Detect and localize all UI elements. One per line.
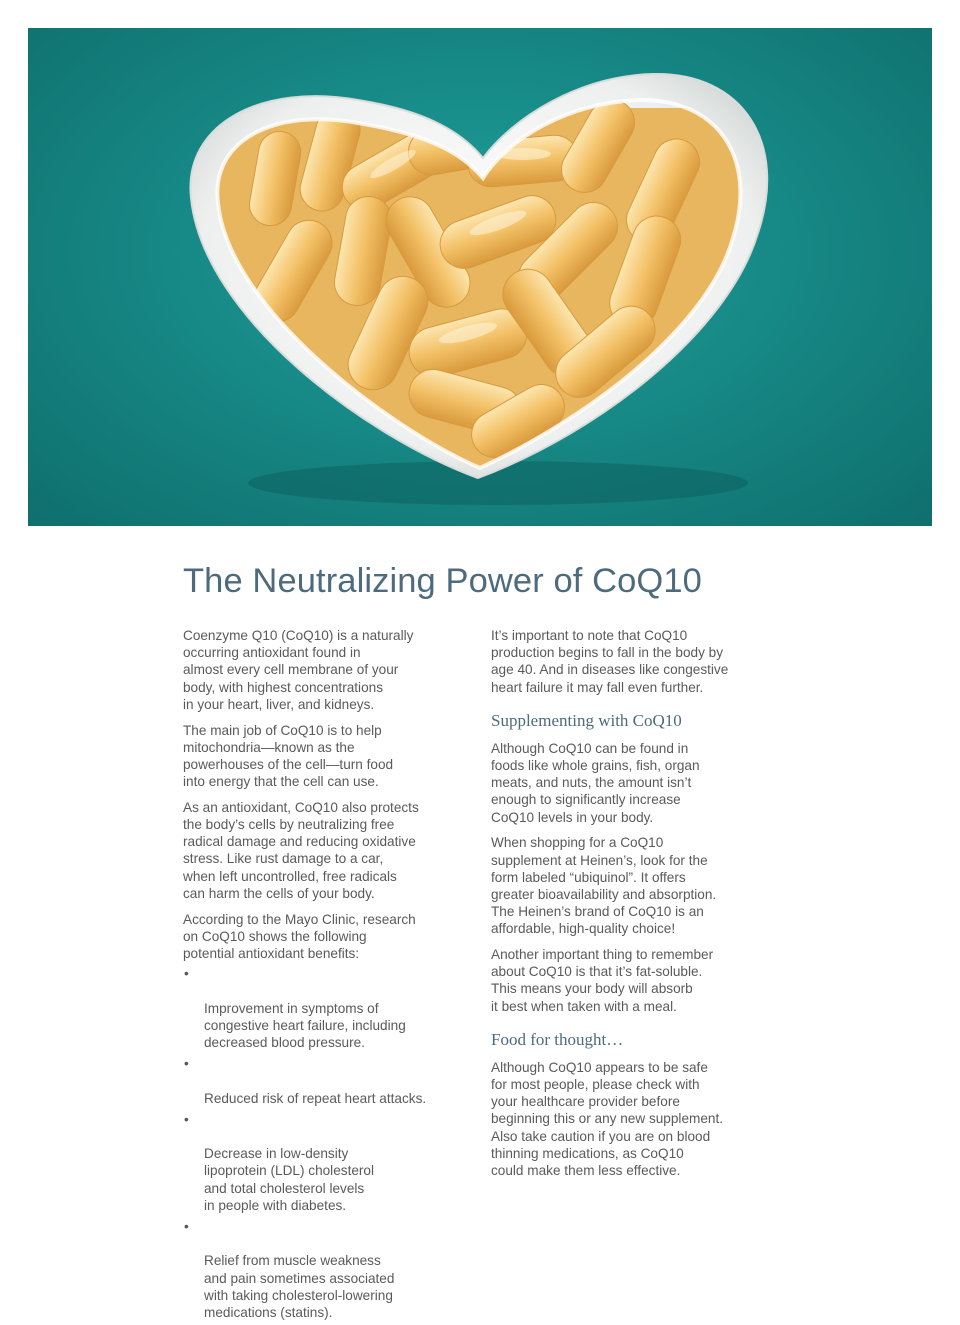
bullet-icon: • xyxy=(184,1111,189,1127)
list-item xyxy=(183,1111,468,1214)
hero-photo xyxy=(28,28,932,526)
mitochondria-paragraph: The main job of CoQ10 is to help mitochondria—known as the powerhouses of the cell—turn food into energy that the cell can use. xyxy=(183,722,394,790)
right-column xyxy=(491,627,776,1188)
food-sources-paragraph: Although CoQ10 can be found in foods like whole grains, fish, organ meats, and nuts, the amount isn’t enough to significantly increase CoQ10 levels in your body. xyxy=(491,740,700,825)
list-item xyxy=(183,965,468,1051)
benefit-text: Relief from muscle weakness and pain sometimes associated with taking cholesterol-lowering medications (statins). xyxy=(204,1253,395,1321)
intro-paragraph: Coenzyme Q10 (CoQ10) is a naturally occurring antioxidant found in almost every cell membrane of your body, with highest concentrations in your heart, liver, and kidneys. xyxy=(183,628,414,712)
food-for-thought-heading: Food for thought… xyxy=(491,1029,624,1049)
production-paragraph: It’s important to note that CoQ10 production begins to fall in the body by age 40. And in diseases like congestive heart failure it may fall even further. xyxy=(491,628,729,695)
benefit-text: Reduced risk of repeat heart attacks. xyxy=(204,1090,427,1106)
supplementing-heading: Supplementing with CoQ10 xyxy=(491,710,682,730)
list-item xyxy=(183,1218,468,1321)
benefits-list xyxy=(183,965,468,1321)
caution-paragraph: Although CoQ10 appears to be safe for most people, please check with your healthcare provider before beginning this or any new supplement. Also take caution if you are on blood thinning medications, as CoQ10 could make them less effective. xyxy=(491,1059,723,1179)
capsule-bowl-illustration xyxy=(28,28,932,526)
shopping-paragraph: When shopping for a CoQ10 supplement at Heinen’s, look for the form labeled “ubiquinol”. It offers greater bioavailability and absorption. The Heinen’s brand of CoQ10 is an affordable, high-quality choice! xyxy=(491,835,717,937)
antioxidant-paragraph: As an antioxidant, CoQ10 also protects the body’s cells by neutralizing free radical damage and reducing oxidative stress. Like rust damage to a car, when left uncontrolled, free radicals can harm the cells of your body. xyxy=(183,799,419,901)
benefit-text: Improvement in symptoms of congestive heart failure, including decreased blood pressure. xyxy=(204,1000,406,1050)
list-item xyxy=(183,1055,468,1107)
bullet-icon: • xyxy=(184,1219,189,1234)
bullet-icon: • xyxy=(184,966,189,982)
left-column xyxy=(183,627,468,1325)
bullet-icon: • xyxy=(184,1056,189,1072)
fat-soluble-paragraph: Another important thing to remember about CoQ10 is that it’s fat-soluble. This means your body will absorb it best when taken with a meal. xyxy=(491,947,714,1014)
benefit-text: Decrease in low-density lipoprotein (LDL) cholesterol and total cholesterol levels in people with diabetes. xyxy=(204,1146,375,1213)
mayo-clinic-paragraph: According to the Mayo Clinic, research on CoQ10 shows the following potential antioxidant benefits: xyxy=(183,911,416,961)
page-title: The Neutralizing Power of CoQ10 xyxy=(183,562,702,600)
